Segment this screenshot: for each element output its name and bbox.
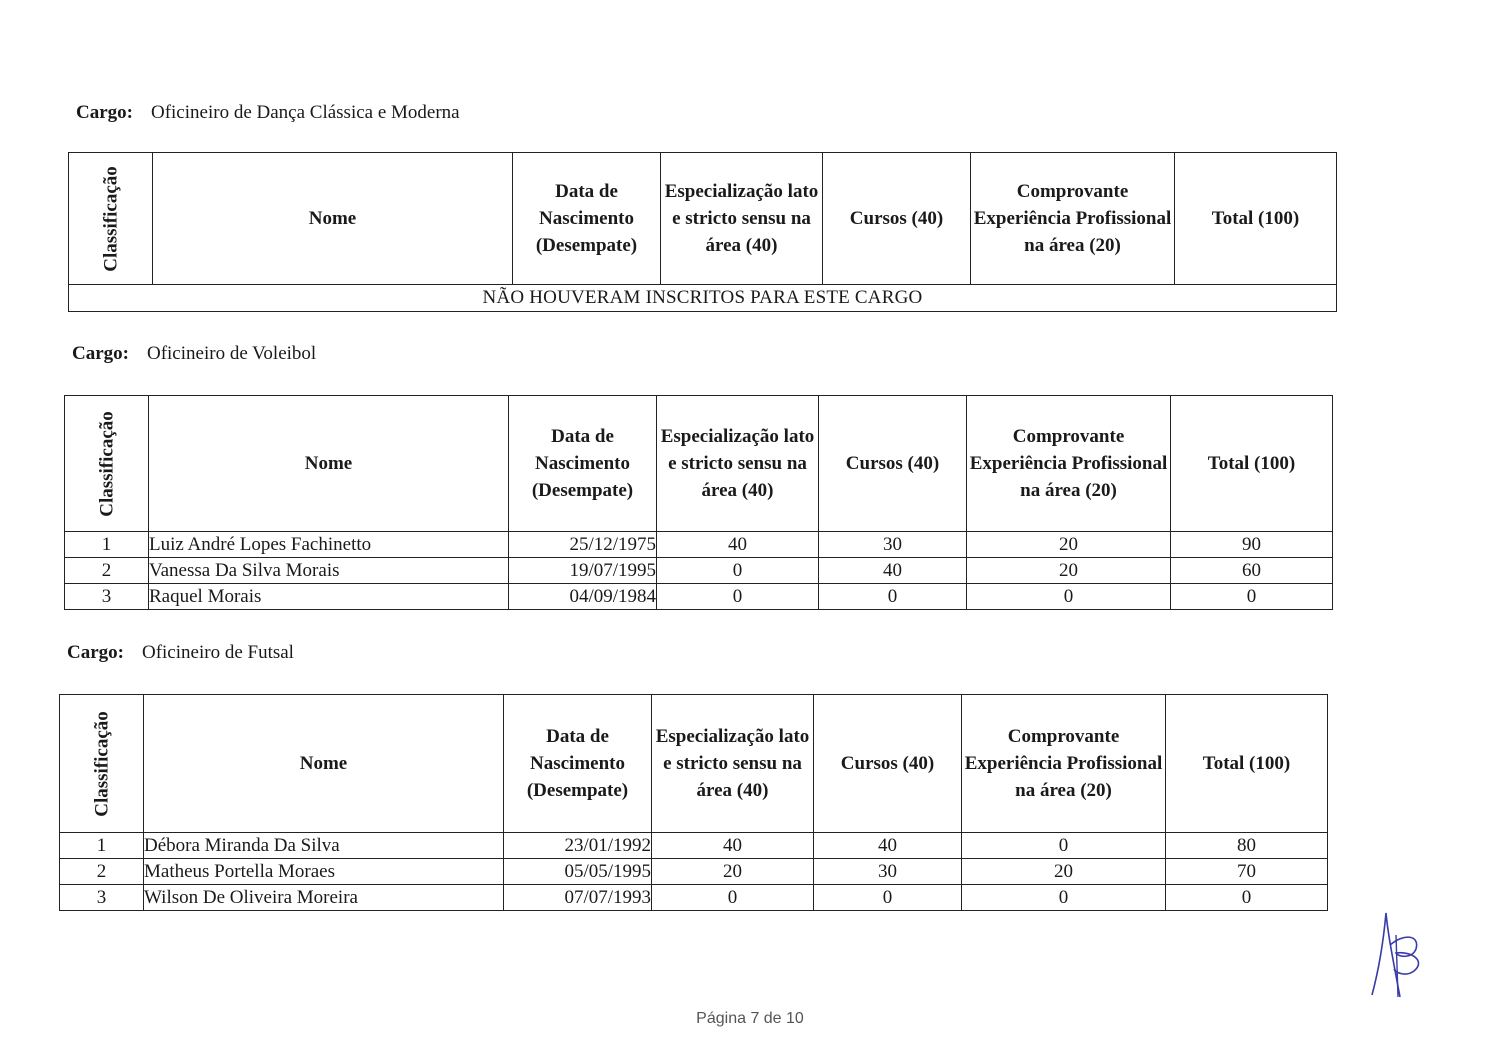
name-cell: Débora Miranda Da Silva bbox=[144, 833, 504, 859]
birthdate-cell: 05/05/1995 bbox=[504, 859, 652, 885]
rank-cell: 1 bbox=[60, 833, 144, 859]
experiencia-cell: 20 bbox=[962, 859, 1166, 885]
cursos-cell: 30 bbox=[819, 532, 967, 558]
header-cursos: Cursos (40) bbox=[823, 153, 971, 285]
header-nome: Nome bbox=[149, 396, 509, 532]
cargo-label: Cargo: bbox=[76, 102, 133, 123]
rank-cell: 2 bbox=[60, 859, 144, 885]
cursos-cell: 0 bbox=[819, 584, 967, 610]
header-cursos: Cursos (40) bbox=[814, 695, 962, 833]
table-row bbox=[60, 859, 1328, 885]
experiencia-cell: 20 bbox=[967, 558, 1171, 584]
header-experiencia: Comprovante Experiência Profissional na área (20) bbox=[967, 396, 1171, 532]
total-cell: 90 bbox=[1171, 532, 1333, 558]
cargo-heading bbox=[72, 343, 316, 365]
birthdate-cell: 19/07/1995 bbox=[509, 558, 657, 584]
rank-cell: 3 bbox=[60, 885, 144, 911]
header-experiencia: Comprovante Experiência Profissional na área (20) bbox=[971, 153, 1175, 285]
header-classificacao: Classificação bbox=[60, 695, 144, 833]
cursos-cell: 40 bbox=[814, 833, 962, 859]
experiencia-cell: 0 bbox=[962, 833, 1166, 859]
experiencia-cell: 0 bbox=[967, 584, 1171, 610]
header-cursos: Cursos (40) bbox=[819, 396, 967, 532]
table-row bbox=[65, 584, 1333, 610]
especializacao-cell: 20 bbox=[652, 859, 814, 885]
header-nome: Nome bbox=[144, 695, 504, 833]
cargo-label: Cargo: bbox=[67, 642, 124, 663]
especializacao-cell: 0 bbox=[657, 558, 819, 584]
cargo-heading bbox=[76, 102, 460, 124]
header-data-nascimento: Data de Nascimento (Desempate) bbox=[513, 153, 661, 285]
header-especializacao: Especialização lato e stricto sensu na área (40) bbox=[657, 396, 819, 532]
header-classificacao: Classificação bbox=[65, 396, 149, 532]
birthdate-cell: 23/01/1992 bbox=[504, 833, 652, 859]
total-cell: 0 bbox=[1171, 584, 1333, 610]
cargo-name: Oficineiro de Voleibol bbox=[146, 343, 317, 364]
experiencia-cell: 0 bbox=[962, 885, 1166, 911]
birthdate-cell: 25/12/1975 bbox=[509, 532, 657, 558]
especializacao-cell: 0 bbox=[657, 584, 819, 610]
name-cell: Raquel Morais bbox=[149, 584, 509, 610]
header-classificacao: Classificação bbox=[69, 153, 153, 285]
cargo-label: Cargo: bbox=[72, 343, 129, 364]
header-especializacao: Especialização lato e stricto sensu na área (40) bbox=[661, 153, 823, 285]
table-row bbox=[65, 532, 1333, 558]
total-cell: 80 bbox=[1166, 833, 1328, 859]
total-cell: 70 bbox=[1166, 859, 1328, 885]
header-total: Total (100) bbox=[1175, 153, 1337, 285]
name-cell: Vanessa Da Silva Morais bbox=[149, 558, 509, 584]
name-cell: Luiz André Lopes Fachinetto bbox=[149, 532, 509, 558]
cargo-heading bbox=[67, 642, 294, 664]
cursos-cell: 40 bbox=[819, 558, 967, 584]
header-data-nascimento: Data de Nascimento (Desempate) bbox=[509, 396, 657, 532]
cursos-cell: 30 bbox=[814, 859, 962, 885]
header-data-nascimento: Data de Nascimento (Desempate) bbox=[504, 695, 652, 833]
results-table-voleibol bbox=[64, 395, 1333, 610]
header-especializacao: Especialização lato e stricto sensu na área (40) bbox=[652, 695, 814, 833]
cursos-cell: 0 bbox=[814, 885, 962, 911]
handwritten-signature bbox=[1360, 905, 1450, 1005]
header-total: Total (100) bbox=[1166, 695, 1328, 833]
page-number: Página 7 de 10 bbox=[696, 1010, 804, 1027]
header-experiencia: Comprovante Experiência Profissional na área (20) bbox=[962, 695, 1166, 833]
empty-message: NÃO HOUVERAM INSCRITOS PARA ESTE CARGO bbox=[69, 285, 1337, 312]
name-cell: Matheus Portella Moraes bbox=[144, 859, 504, 885]
header-nome: Nome bbox=[153, 153, 513, 285]
table-row bbox=[60, 885, 1328, 911]
especializacao-cell: 0 bbox=[652, 885, 814, 911]
experiencia-cell: 20 bbox=[967, 532, 1171, 558]
results-table-futsal bbox=[59, 694, 1328, 911]
table-row bbox=[60, 833, 1328, 859]
header-total: Total (100) bbox=[1171, 396, 1333, 532]
especializacao-cell: 40 bbox=[652, 833, 814, 859]
results-table-danca bbox=[68, 152, 1337, 312]
table-row bbox=[65, 558, 1333, 584]
cargo-name: Oficineiro de Futsal bbox=[141, 642, 294, 663]
name-cell: Wilson De Oliveira Moreira bbox=[144, 885, 504, 911]
especializacao-cell: 40 bbox=[657, 532, 819, 558]
cargo-name: Oficineiro de Dança Clássica e Moderna bbox=[150, 102, 460, 123]
rank-cell: 3 bbox=[65, 584, 149, 610]
birthdate-cell: 07/07/1993 bbox=[504, 885, 652, 911]
birthdate-cell: 04/09/1984 bbox=[509, 584, 657, 610]
rank-cell: 2 bbox=[65, 558, 149, 584]
rank-cell: 1 bbox=[65, 532, 149, 558]
total-cell: 0 bbox=[1166, 885, 1328, 911]
total-cell: 60 bbox=[1171, 558, 1333, 584]
